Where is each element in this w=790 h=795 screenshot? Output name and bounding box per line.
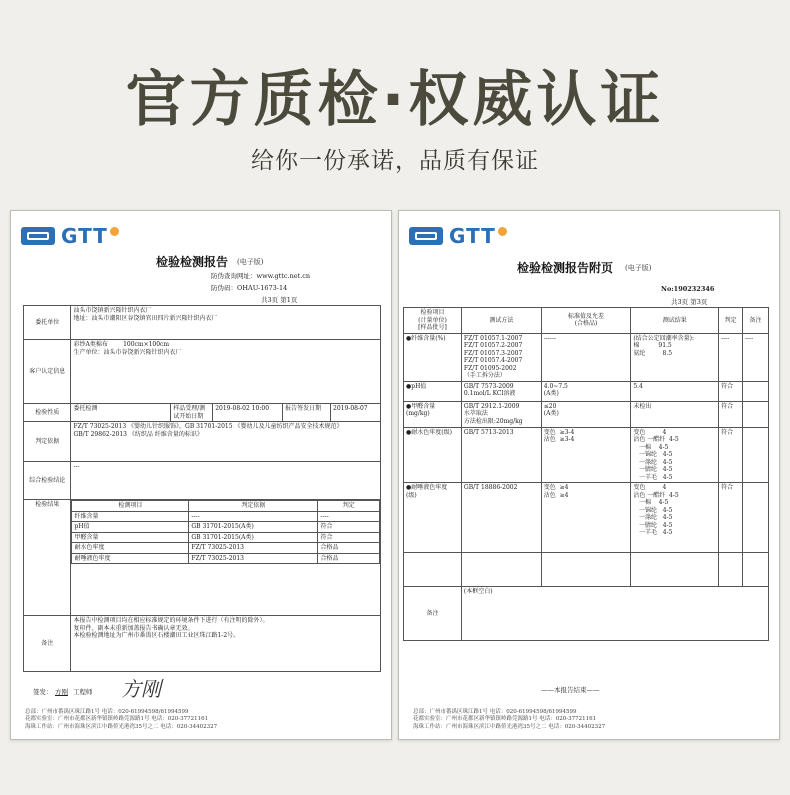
signer-title: 工程师	[73, 688, 93, 696]
query-url: 防伪查询网址：www.gttc.net.cn	[211, 272, 311, 280]
anti-fake-code: 防伪码：OHAU-1673-14	[211, 284, 288, 292]
appendix-tag: (电子版)	[625, 264, 652, 272]
note	[743, 401, 769, 427]
gtt-logo	[21, 225, 119, 247]
basis: GB 31701-2015(A类)	[189, 532, 318, 543]
logo-dot-icon	[110, 227, 119, 236]
header-cell: 测试结果	[631, 308, 719, 334]
verdict: ----	[318, 511, 380, 522]
table-row	[404, 427, 769, 483]
footer-line: 海珠工作站：广州市海珠区滨江中路侨光港湾35号之二 电话：020-34402327	[413, 723, 606, 730]
verdict: 合格品	[318, 553, 380, 564]
item: pH值	[72, 522, 189, 533]
table-row	[404, 483, 769, 553]
method: FZ/T 01057.1-2007 FZ/T 01057.2-2007 FZ/T 01057.3-2007 FZ/T 01057.4-2007 FZ/T 01095-2002 （手工拆分法）	[461, 333, 541, 381]
verdict: 符合	[719, 427, 743, 483]
item: 甲醛含量	[72, 532, 189, 543]
filler	[719, 553, 743, 587]
report-no: No:190232346	[661, 285, 715, 293]
item: ●耐唾液色牢度 (级)	[404, 483, 462, 553]
table-row	[404, 333, 769, 381]
footer	[413, 709, 605, 731]
result: 5.4	[631, 381, 719, 401]
table-row	[72, 553, 380, 564]
item: ●pH值	[404, 381, 462, 401]
remark-value: (本框空白)	[461, 587, 768, 641]
conclusion-value: ---	[71, 462, 381, 500]
gtt-logo-icon	[409, 227, 443, 245]
remark-label: 备注	[404, 587, 462, 641]
results-header: 判定依据	[189, 501, 318, 512]
info-value: 彩纱A类棉布 100cm×100cm 生产单位：汕头市谷饶新兴隆针织内衣厂	[71, 340, 381, 404]
client-label: 委托单位	[24, 306, 71, 340]
conclusion-label: 综合检验结论	[24, 462, 71, 500]
verdict: 合格品	[318, 543, 380, 554]
header-cell: 标准值及允差 (合格品)	[541, 308, 631, 334]
signer-label: 签发：	[33, 688, 53, 696]
table-row	[72, 543, 380, 554]
info-label: 客户认定信息	[24, 340, 71, 404]
report-page-left	[10, 210, 392, 740]
method: GB/T 5713-2013	[461, 427, 541, 483]
table-row	[404, 553, 769, 587]
filler	[743, 553, 769, 587]
note	[743, 381, 769, 401]
item: 纤维含量	[72, 511, 189, 522]
footer-line: 海珠工作站：广州市海珠区滨江中路侨光港湾35号之二 电话：020-34402327	[25, 723, 218, 730]
standard: 变色 ≥4 沾色 ≥4	[541, 483, 631, 553]
hero-subtitle: 给你一份承诺，品质有保证	[251, 148, 539, 174]
remark-label: 备注	[24, 616, 71, 672]
criteria-value: FZ/T 73025-2013 《婴幼儿针织服饰》，GB 31701-2015 《婴幼儿及儿童纺织产品安全技术规范》 GB/T 29862-2013 《纺织品 纤维含量的标识》	[71, 422, 381, 462]
gtt-logo-icon	[21, 227, 55, 245]
filler	[631, 553, 719, 587]
verdict: 符合	[318, 522, 380, 533]
result: (结合公定回潮率含量): 棉 91.5 氨纶 8.5	[631, 333, 719, 381]
page-number: 共3页 第3页	[671, 298, 708, 306]
results-label: 检验结果	[24, 500, 71, 616]
item: ●纤维含量(%)	[404, 333, 462, 381]
signer-name: 方刚	[55, 688, 68, 696]
report-tag: (电子版)	[237, 258, 264, 266]
filler	[541, 553, 631, 587]
method: GB/T 2912.1-2009 水萃取法 方法检出限:20mg/kg	[461, 401, 541, 427]
verdict: 符合	[318, 532, 380, 543]
page-number: 共3页 第1页	[261, 296, 298, 304]
appendix-table	[403, 307, 769, 641]
brand-name: GTT	[61, 224, 108, 248]
logo-dot-icon	[498, 227, 507, 236]
standard: 4.0~7.5 (A类)	[541, 381, 631, 401]
header-cell: 备注	[743, 308, 769, 334]
note: ----	[743, 333, 769, 381]
standard: ------	[541, 333, 631, 381]
gtt-logo	[409, 225, 507, 247]
header-cell: 测试方法	[461, 308, 541, 334]
hero-title: 官方质检·权威认证	[125, 65, 665, 135]
appendix-title: 检验检测报告附页	[517, 261, 614, 275]
filler	[461, 553, 541, 587]
header-cell: 判定	[719, 308, 743, 334]
note	[743, 483, 769, 553]
results-header: 检测项目	[72, 501, 189, 512]
footer-line: 花都实验室：广州市花都区新华镇镇岭路莞源路1号 电话：020-37721161	[413, 716, 597, 723]
item: 耐水色牢度	[72, 543, 189, 554]
criteria-label: 判定依据	[24, 422, 71, 462]
basis: GB 31701-2015(A类)	[189, 522, 318, 533]
item: 耐唾液色牢度	[72, 553, 189, 564]
basis: FZ/T 73025-2013	[189, 543, 318, 554]
method: GB/T 7573-2009 0.1mol/L KCl溶液	[461, 381, 541, 401]
table-row	[72, 532, 380, 543]
received-value: 2019-08-02 10:00	[213, 404, 283, 422]
item: ●耐水色牢度(级)	[404, 427, 462, 483]
report-table	[23, 305, 381, 672]
method: GB/T 18886-2002	[461, 483, 541, 553]
report-end: ——本报告结束——	[541, 686, 600, 694]
filler	[404, 553, 462, 587]
method-label: 检验性质	[24, 404, 71, 422]
method-value: 委托检测	[71, 404, 171, 422]
table-row	[404, 401, 769, 427]
footer-line: 花都实验室：广州市花都区新华镇镇岭路莞源路1号 电话：020-37721161	[25, 716, 209, 723]
footer-line: 总部：广州市番禺区珠江路1号 电话：020-61994598/61994599	[25, 709, 189, 715]
footer	[25, 709, 217, 731]
verdict: 符合	[719, 483, 743, 553]
item: ●甲醛含量 (mg/kg)	[404, 401, 462, 427]
result: 变色 4 沾色 一醋纤 4-5 一棉 4-5 一锦纶 4-5 一涤纶 4-5 一腈纶 4-5 一羊毛 4-5	[631, 483, 719, 553]
note	[743, 427, 769, 483]
verdict: 符合	[719, 381, 743, 401]
result: 未检出	[631, 401, 719, 427]
table-row	[404, 381, 769, 401]
result: 变色 4 沾色 一醋纤 4-5 一棉 4-5 一锦纶 4-5 一涤纶 4-5 一腈纶 4-5 一羊毛 4-5	[631, 427, 719, 483]
remark-value: 本报告中检测项目均在相应标准规定的环境条件下进行（有注明的除外）。 复印件、副本未重新加盖报告书确认章无效。 本检验检测地址为广州市番禺区石楼潮田工业区珠江路1-2号。	[71, 616, 381, 672]
table-row	[72, 511, 380, 522]
basis: ----	[189, 511, 318, 522]
header-cell: 检验项目 (计量单位) [样品批号]	[404, 308, 462, 334]
basis: FZ/T 73025-2013	[189, 553, 318, 564]
verdict: ----	[719, 333, 743, 381]
standard: ≤20 (A类)	[541, 401, 631, 427]
report-title: 检验检测报告	[156, 255, 229, 269]
results-table	[71, 500, 380, 564]
verdict: 符合	[719, 401, 743, 427]
results-cell	[71, 500, 381, 616]
signature: 方刚	[121, 677, 161, 701]
report-page-right	[398, 210, 780, 740]
standard: 变色 ≥3-4 沾色 ≥3-4	[541, 427, 631, 483]
brand-name: GTT	[449, 224, 496, 248]
received-label: 样品受理/测试开始日期	[171, 404, 213, 422]
report-date-label: 报告签发日期	[283, 404, 331, 422]
results-header: 判定	[318, 501, 380, 512]
report-date-value: 2019-08-07	[331, 404, 381, 422]
table-row	[72, 522, 380, 533]
footer-line: 总部：广州市番禺区珠江路1号 电话：020-61994598/61994599	[413, 709, 577, 715]
client-value: 汕头市饶镇新兴隆针织内衣厂 地址：汕头市潮阳区谷饶镇官田四片新兴隆针织内衣厂	[71, 306, 381, 340]
